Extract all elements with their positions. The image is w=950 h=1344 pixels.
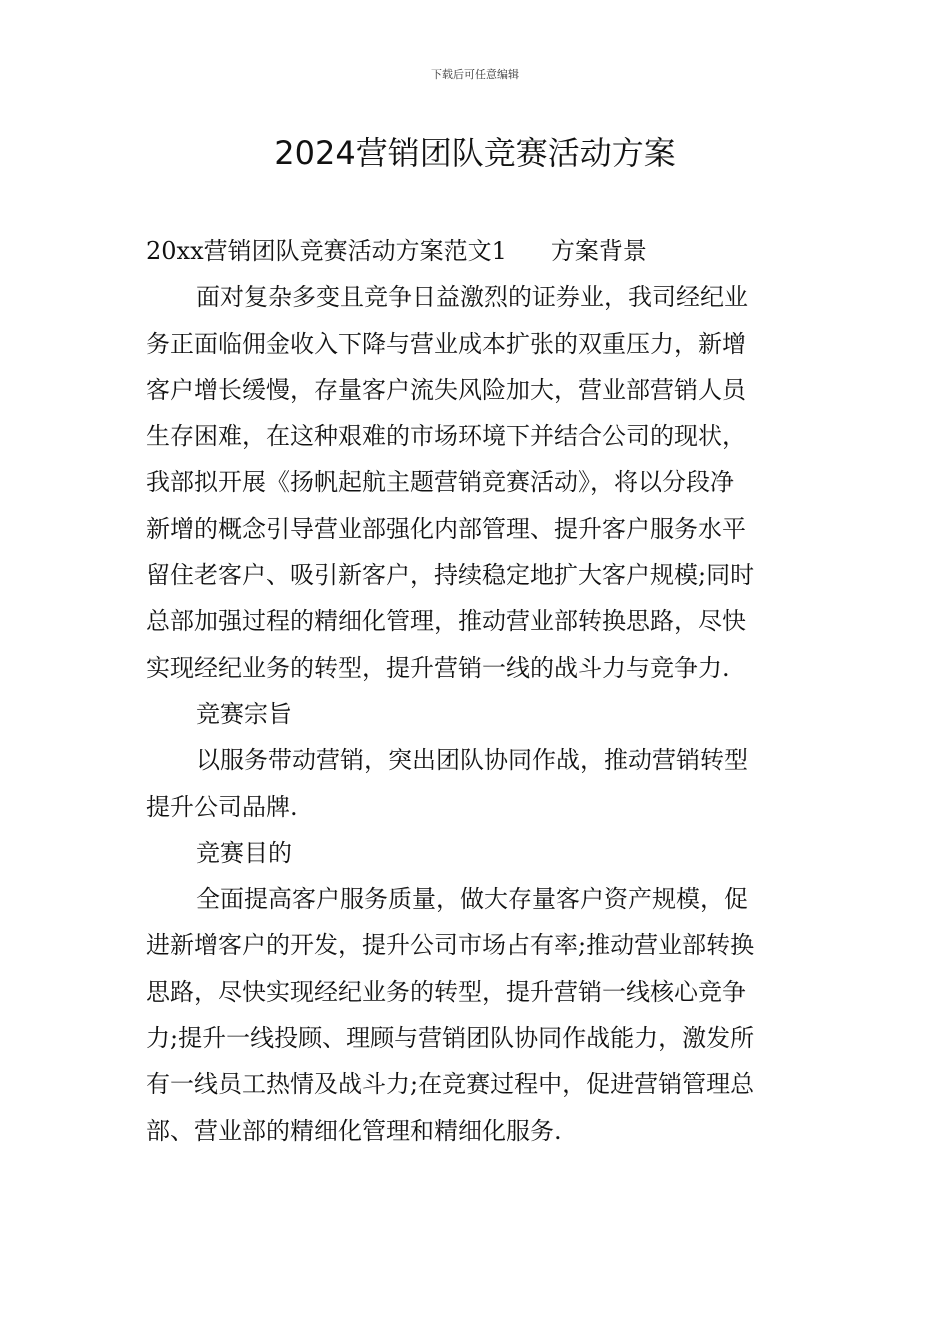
section-heading-goal: 竞赛目的 xyxy=(196,838,292,867)
paragraph-line: 全面提高客户服务质量，做大存量客户资产规模，促 xyxy=(196,885,748,914)
paragraph-line: 生存困难，在这种艰难的市场环境下并结合公司的现状， xyxy=(146,422,746,451)
header-note: 下载后可任意编辑 xyxy=(431,68,519,81)
paragraph-line: 有一线员工热情及战斗力;在竞赛过程中，促进营销管理总 xyxy=(146,1070,755,1099)
paragraph-line: 提升公司品牌. xyxy=(146,792,298,821)
paragraph-line: 留住老客户、吸引新客户，持续稳定地扩大客户规模;同时 xyxy=(146,561,755,590)
paragraph-line: 力;提升一线投顾、理顾与营销团队协同作战能力，激发所 xyxy=(146,1024,755,1053)
paragraph-line: 务正面临佣金收入下降与营业成本扩张的双重压力，新增 xyxy=(146,329,746,358)
paragraph-line: 新增的概念引导营业部强化内部管理、提升客户服务水平 xyxy=(146,514,746,543)
paragraph-line: 部、营业部的精细化管理和精细化服务. xyxy=(146,1116,562,1145)
paragraph-line: 面对复杂多变且竞争日益激烈的证券业，我司经纪业 xyxy=(196,283,748,312)
paragraph-line: 思路，尽快实现经纪业务的转型，提升营销一线核心竞争 xyxy=(146,977,746,1006)
paragraph-line: 进新增客户的开发，提升公司市场占有率;推动营业部转换 xyxy=(146,931,755,960)
paragraph-line: 我部拟开展《扬帆起航主题营销竞赛活动》，将以分段净 xyxy=(146,468,734,497)
document-title: 2024营销团队竞赛活动方案 xyxy=(274,134,676,172)
intro-line xyxy=(146,228,806,274)
intro-subtitle: 20xx营销团队竞赛活动方案范文1 xyxy=(146,237,507,265)
section-heading-purpose: 竞赛宗旨 xyxy=(196,699,292,728)
paragraph-line: 总部加强过程的精细化管理，推动营业部转换思路，尽快 xyxy=(146,607,746,636)
paragraph-line: 实现经纪业务的转型，提升营销一线的战斗力与竞争力. xyxy=(146,653,730,682)
paragraph-line: 客户增长缓慢，存量客户流失风险加大，营业部营销人员 xyxy=(146,375,746,404)
document-body xyxy=(146,228,806,1154)
paragraph-line: 以服务带动营销，突出团队协同作战，推动营销转型 xyxy=(196,746,748,775)
section-heading-background: 方案背景 xyxy=(550,237,647,265)
